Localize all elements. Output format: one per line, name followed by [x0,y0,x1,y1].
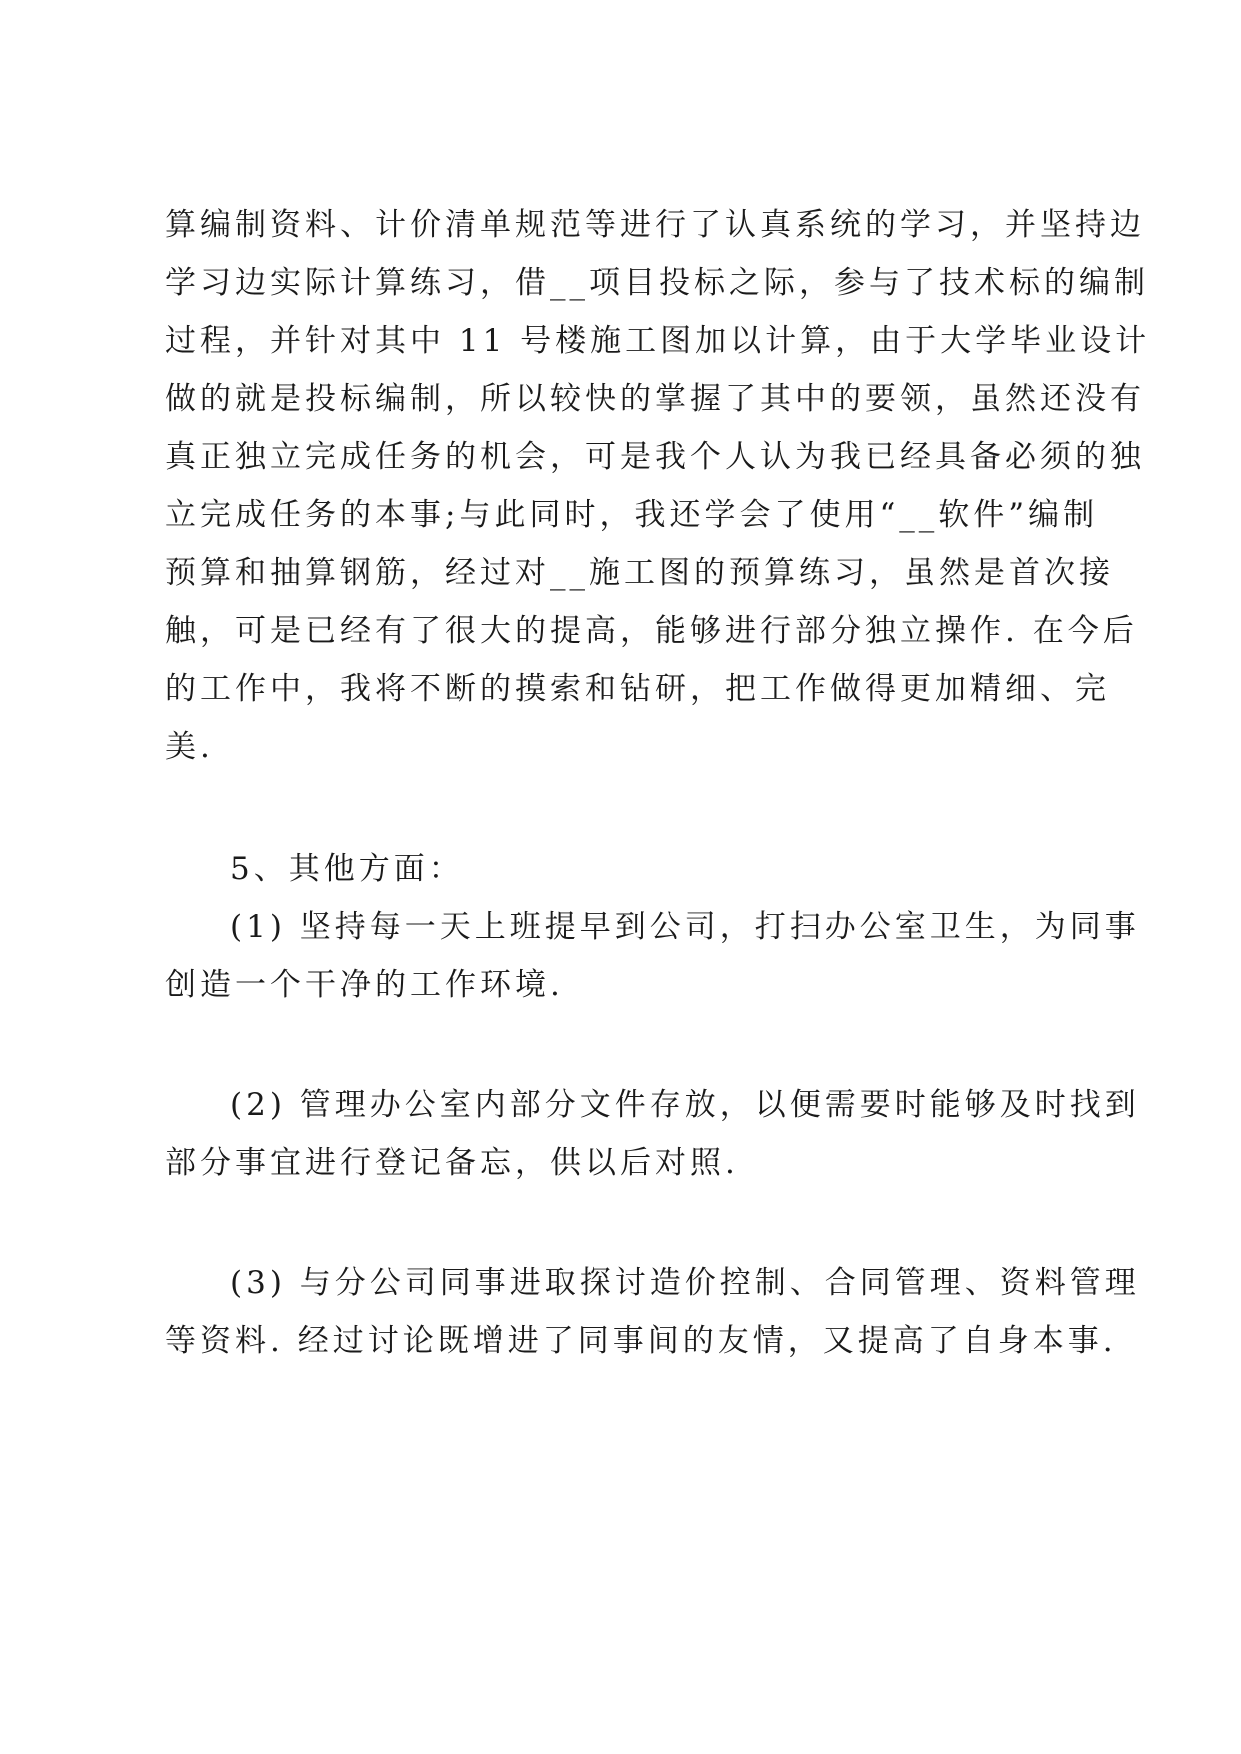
list-item-line: (1) 坚持每一天上班提早到公司，打扫办公室卫生，为同事 [230,909,1140,945]
paragraph-line: 美. [165,729,214,765]
paragraph-line: 的工作中，我将不断的摸索和钻研，把工作做得更加精细、完 [165,671,1110,707]
section-heading: 5、其他方面： [230,851,464,887]
list-item-line: (2) 管理办公室内部分文件存放，以便需要时能够及时找到 [230,1087,1140,1123]
paragraph-line: 算编制资料、计价清单规范等进行了认真系统的学习，并坚持边 [165,207,1145,243]
paragraph-line: 过程，并针对其中 11 号楼施工图加以计算，由于大学毕业设计 [165,323,1151,359]
paragraph-line: 触，可是已经有了很大的提高，能够进行部分独立操作. 在今后 [165,613,1138,649]
paragraph-line: 学习边实际计算练习，借__项目投标之际，参与了技术标的编制 [165,265,1149,301]
list-item-line: 部分事宜进行登记备忘，供以后对照. [165,1145,739,1181]
paragraph-line: 做的就是投标编制，所以较快的掌握了其中的要领，虽然还没有 [165,381,1145,417]
paragraph-line: 预算和抽算钢筋，经过对__施工图的预算练习，虽然是首次接 [165,555,1114,591]
list-item-line: (3) 与分公司同事进取探讨造价控制、合同管理、资料管理 [230,1265,1140,1301]
paragraph-line: 立完成任务的本事;与此同时，我还学会了使用“__软件”编制 [165,497,1099,533]
list-item-line: 等资料. 经过讨论既增进了同事间的友情，又提高了自身本事. [165,1323,1117,1359]
paragraph-line: 真正独立完成任务的机会，可是我个人认为我已经具备必须的独 [165,439,1145,475]
list-item-line: 创造一个干净的工作环境. [165,967,564,1003]
